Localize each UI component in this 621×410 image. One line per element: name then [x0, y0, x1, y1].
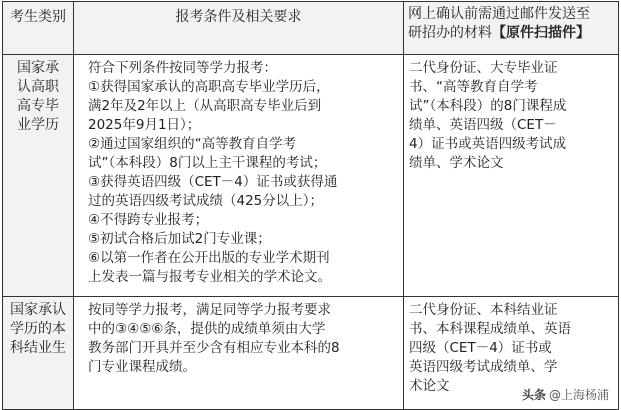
- requirement-line: 中的③④⑤⑥条，提供的成绩单须由大学: [88, 321, 326, 337]
- category-cell: [3, 55, 74, 297]
- requirement-line: ②通过国家组织的“高等教育自学考: [88, 136, 297, 152]
- requirement-line: ⑥以第一作者在公开出版的专业学术期刊: [88, 250, 330, 266]
- category-line: 国家承: [17, 60, 59, 76]
- requirement-line: 过的英语四级考试成绩（425分以上）；: [88, 193, 324, 209]
- material-line: 书、“高等教育自学考: [409, 79, 538, 95]
- requirement-line: ⑤初试合格后加试2门专业课；: [88, 231, 271, 247]
- requirement-line: 2025年9月1日）；: [88, 117, 201, 133]
- material-line: 二代身份证、大专毕业证: [409, 60, 558, 76]
- header-materials-bold: 【原件扫描件】: [492, 25, 590, 41]
- requirement-line: ③获得英语四级（CET－4）证书或获得通: [88, 174, 338, 190]
- material-line: 书、本科课程成绩单、英语: [409, 321, 571, 337]
- category-line: 国家承认: [10, 302, 66, 318]
- requirement-line: 上发表一篇与报考专业相关的学术论文。: [88, 269, 331, 285]
- source-watermark: [522, 386, 609, 403]
- category-line: 认高职: [17, 79, 59, 95]
- requirement-line: 符合下列条件按同等学力报考：: [88, 60, 277, 76]
- header-materials-line1: 网上确认前需通过邮件发送至: [408, 6, 590, 22]
- material-line: 绩单、英语四级（CET－: [409, 117, 557, 133]
- materials-cell: [404, 55, 619, 297]
- requirements-cell: [74, 55, 404, 297]
- requirements-cell: [74, 297, 404, 410]
- category-cell: [3, 297, 74, 410]
- header-category: 考生类别: [3, 2, 74, 55]
- category-line: 学历的本: [10, 321, 66, 337]
- requirement-line: ④不得跨专业报考；: [88, 212, 209, 228]
- material-line: 术论文: [409, 378, 450, 394]
- material-line: 四级（CET－4）证书或: [409, 340, 552, 356]
- header-materials-plain: 研招办的材料: [408, 25, 492, 41]
- requirement-line: 教务部门开具并至少含有相应专业本科的8: [88, 340, 340, 356]
- category-line: 业学历: [17, 117, 59, 133]
- header-materials: [404, 2, 619, 55]
- watermark-prefix: 头条: [521, 388, 546, 402]
- material-line: 4）证书或英语四级考试成: [409, 136, 567, 152]
- requirements-table: [2, 1, 619, 410]
- requirement-line: 满2年及2年以上（从高职高专毕业后到: [88, 98, 322, 114]
- requirement-line: ①获得国家承认的高职高专毕业学历后，: [88, 79, 330, 95]
- requirement-line: 门专业课程成绩。: [88, 359, 196, 375]
- table-header-row: [3, 2, 619, 55]
- header-requirements: 报考条件及相关要求: [74, 2, 404, 55]
- category-line: 高专毕: [17, 98, 59, 114]
- table-row: [3, 55, 619, 297]
- watermark-handle: @上海杨浦: [548, 388, 609, 402]
- material-line: 绩单、学术论文: [409, 155, 504, 171]
- material-line: 试”（本科段）的8门课程成: [409, 98, 567, 114]
- material-line: 二代身份证、本科结业证: [409, 302, 558, 318]
- category-line: 科结业生: [10, 340, 66, 356]
- requirement-line: 按同等学力报考，满足同等学力报考要求: [88, 302, 331, 318]
- header-materials-line2: [408, 24, 614, 43]
- material-line: 英语四级考试成绩单、学: [409, 359, 558, 375]
- requirement-line: 试”（本科段）8门以上主干课程的考试；: [88, 155, 327, 171]
